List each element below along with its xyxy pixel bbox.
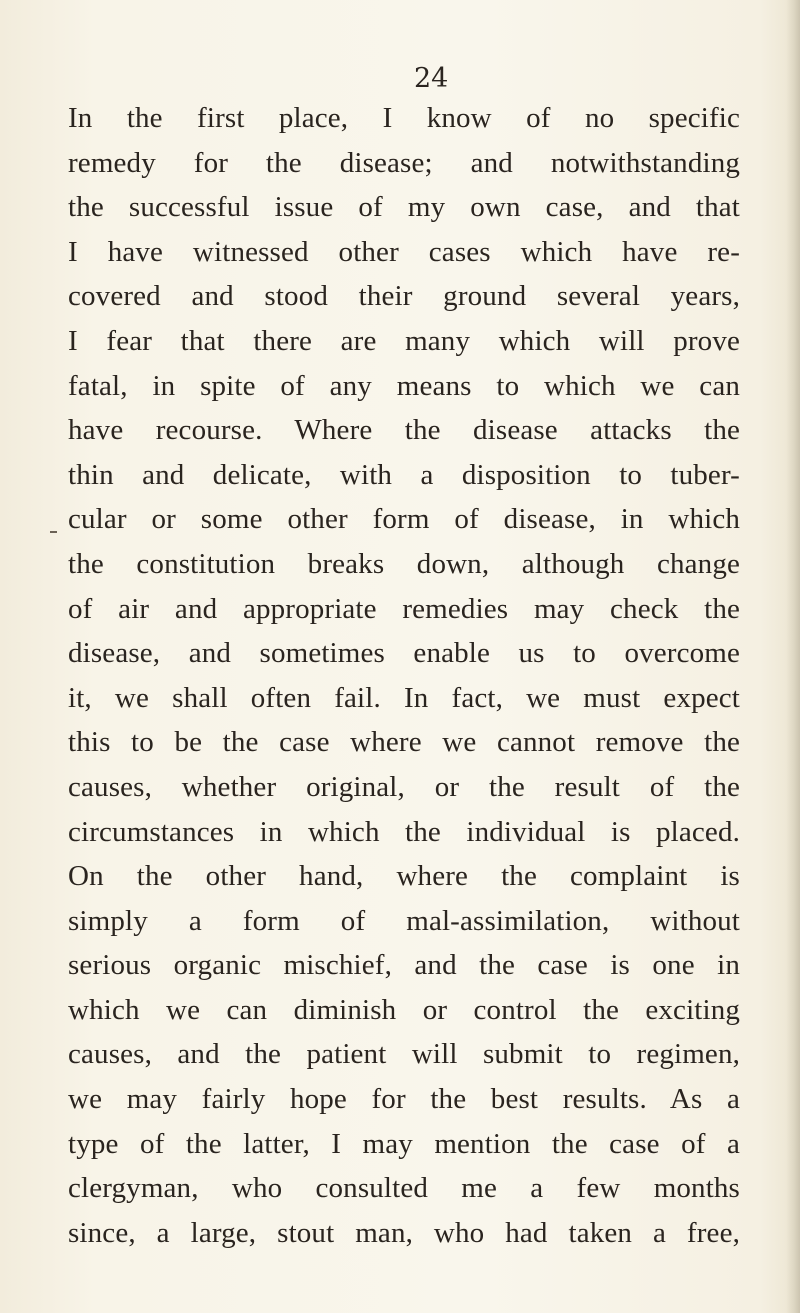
text-line: since, a large, stout man, who had taken a free, [68,1216,740,1249]
text-line: the successful issue of my own case, and that [68,191,740,224]
text-line: which we can diminish or control the exciting [68,993,740,1026]
text-line: circumstances in which the individual is placed. [68,815,740,848]
margin-mark [50,531,57,533]
text-line: of air and appropriate remedies may check the [68,592,740,625]
text-line: disease, and sometimes enable us to overcome [68,637,740,670]
text-line: thin and delicate, with a disposition to tuber- [68,458,740,491]
text-line: causes, whether original, or the result of the [68,770,740,803]
text-line: fatal, in spite of any means to which we can [68,369,740,402]
text-line: covered and stood their ground several years, [68,280,740,313]
text-line: it, we shall often fail. In fact, we must expect [68,681,740,714]
page-edge-shadow [786,0,800,1313]
text-line: I have witnessed other cases which have re- [68,235,740,268]
body-text [68,96,740,1255]
page-number: 24 [414,63,449,94]
text-line: type of the latter, I may mention the case of a [68,1127,740,1160]
text-line: cular or some other form of disease, in which [68,503,740,536]
text-line: In the first place, I know of no specific [68,102,740,134]
text-line: the constitution breaks down, although change [68,547,740,580]
text-line: causes, and the patient will submit to regimen, [68,1038,740,1071]
text-line: remedy for the disease; and notwithstanding [68,146,740,179]
text-line: serious organic mischief, and the case is one in [68,949,740,982]
text-line: we may fairly hope for the best results. As a [68,1083,740,1116]
text-line: simply a form of mal-assimilation, without [68,904,740,937]
text-line: On the other hand, where the complaint is [68,860,740,893]
text-line: I fear that there are many which will prove [68,324,740,357]
text-line: this to be the case where we cannot remove the [68,726,740,759]
text-line: clergyman, who consulted me a few months [68,1172,740,1205]
text-line: have recourse. Where the disease attacks the [68,414,740,447]
